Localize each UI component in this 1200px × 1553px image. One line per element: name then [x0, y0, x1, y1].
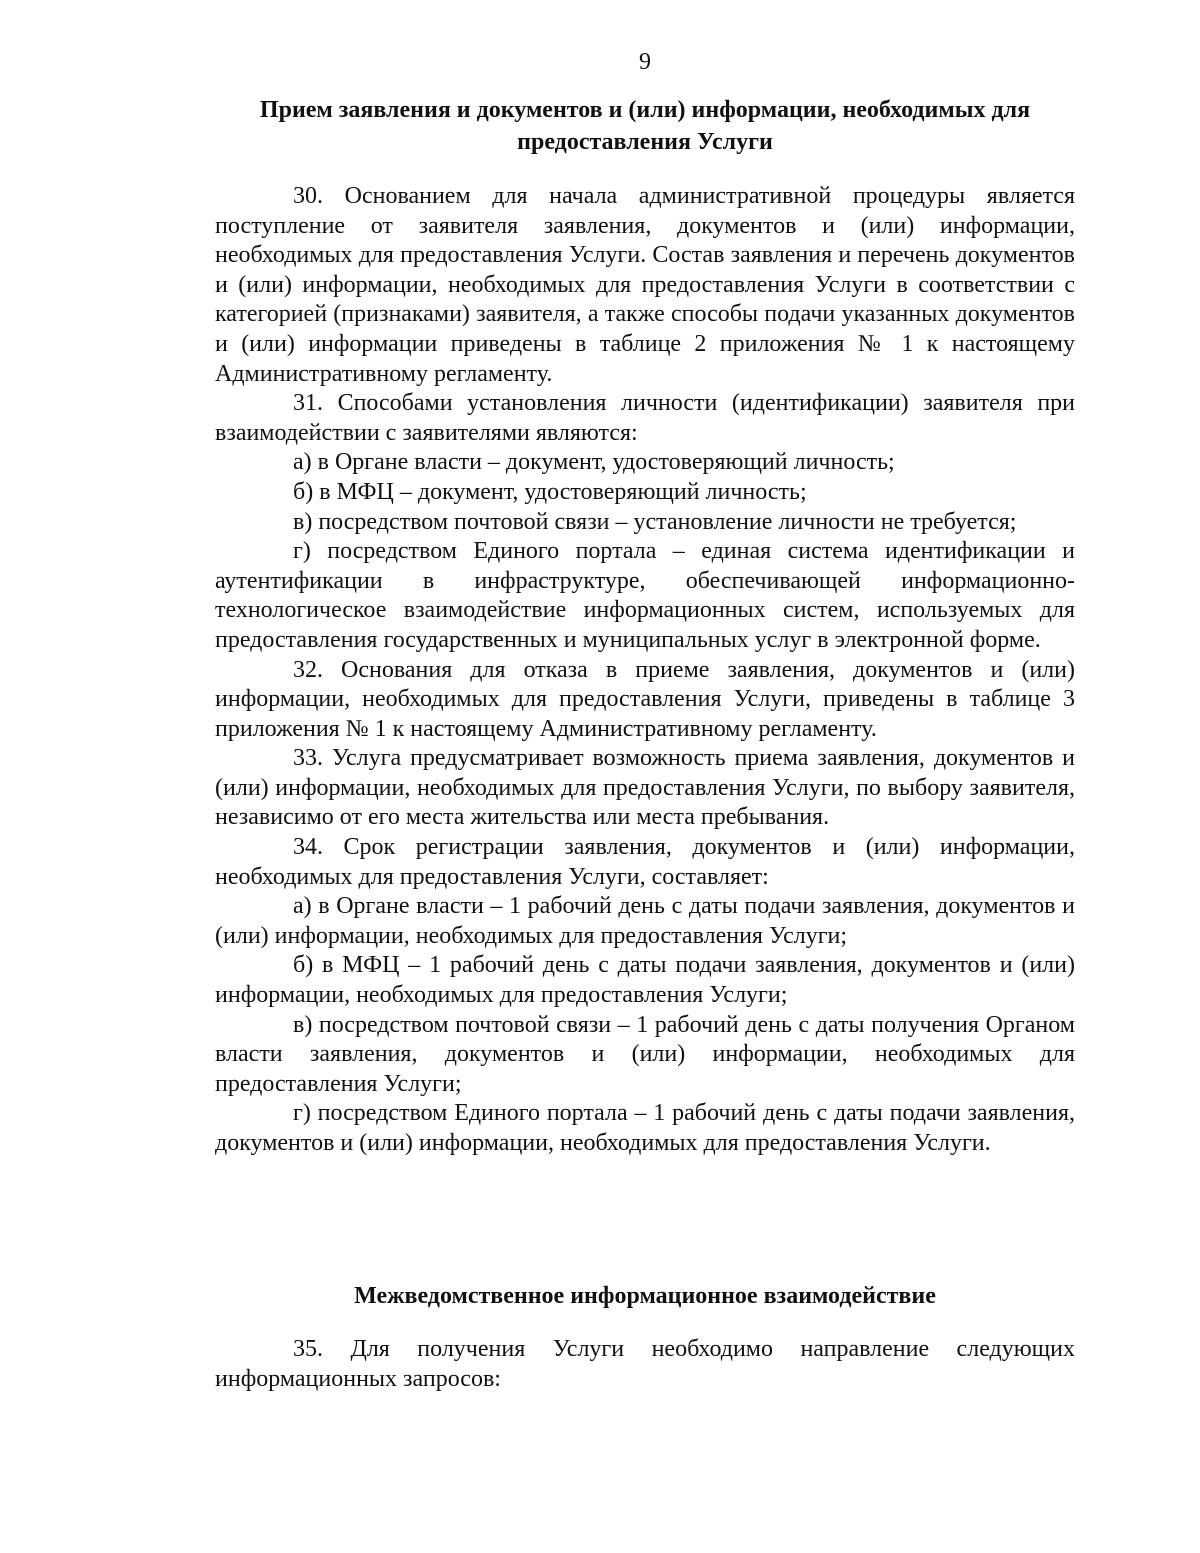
- paragraph-33: 33. Услуга предусматривает возможность приема заявления, документов и (или) информации, необходимых для предоставления Услуги, по выбору заявителя, независимо от его места жительства или места пребывания.: [215, 745, 1075, 831]
- page-number: 9: [639, 49, 651, 75]
- paragraph-34: 34. Срок регистрации заявления, документов и (или) информации, необходимых для предоставления Услуги, составляет:: [215, 834, 1075, 890]
- paragraph-32: 32. Основания для отказа в приеме заявления, документов и (или) информации, необходимых для предоставления Услуги, приведены в таблице 3 приложения № 1 к настоящему Административному регламенту.: [215, 656, 1075, 742]
- section-heading-application-intake: Прием заявления и документов и (или) информации, необходимых для предоставления Услуги: [259, 97, 1031, 155]
- paragraph-31-g: г) посредством Единого портала – единая система идентификации и аутентификации в инфраструктуре, обеспечивающей информационно-технологическое взаимодействие информационных систем, используемых для предоставления государственных и муниципальных услуг в электронной форме.: [215, 538, 1075, 653]
- paragraph-31-b: б) в МФЦ – документ, удостоверяющий личность;: [293, 478, 807, 505]
- section-body-application-intake: [215, 182, 1075, 1159]
- section-body-interagency-interaction: [215, 1335, 1075, 1394]
- paragraph-31-v: в) посредством почтовой связи – установление личности не требуется;: [293, 508, 1017, 535]
- paragraph-34-v: в) посредством почтовой связи – 1 рабочий день с даты получения Органом власти заявления, документов и (или) информации, необходимых для предоставления Услуги;: [215, 1011, 1075, 1097]
- paragraph-35: 35. Для получения Услуги необходимо направление следующих информационных запросов:: [215, 1336, 1075, 1392]
- paragraph-34-g: г) посредством Единого портала – 1 рабочий день с даты подачи заявления, документов и (или) информации, необходимых для предоставления Услуги.: [215, 1100, 1075, 1156]
- paragraph-30: 30. Основанием для начала административной процедуры является поступление от заявителя заявления, документов и (или) информации, необходимых для предоставления Услуги. Состав заявления и перечень документов и (или) информации, необходимых для предоставления Услуги в соответствии с категорией (признаками) заявителя, а также способы подачи указанных документов и (или) информации приведены в таблице 2 приложения № 1 к настоящему Административному регламенту.: [215, 183, 1075, 387]
- paragraph-31: 31. Способами установления личности (идентификации) заявителя при взаимодействии с заявителями являются:: [215, 390, 1075, 446]
- paragraph-31-a: а) в Органе власти – документ, удостоверяющий личность;: [293, 449, 895, 476]
- paragraph-34-a: а) в Органе власти – 1 рабочий день с даты подачи заявления, документов и (или) информации, необходимых для предоставления Услуги;: [215, 893, 1075, 949]
- paragraph-34-b: б) в МФЦ – 1 рабочий день с даты подачи заявления, документов и (или) информации, необходимых для предоставления Услуги;: [215, 952, 1075, 1009]
- section-heading-interagency-interaction: Межведомственное информационное взаимодействие: [354, 1283, 936, 1309]
